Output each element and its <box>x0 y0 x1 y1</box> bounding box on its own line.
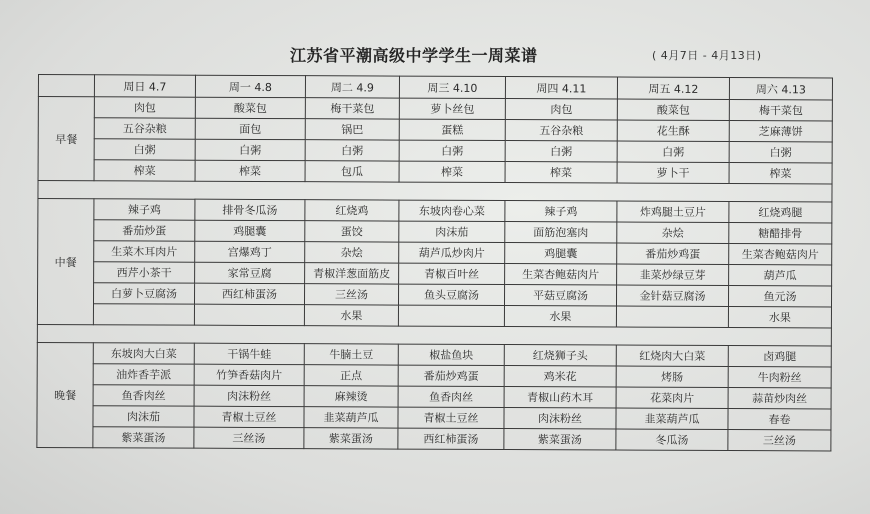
dish-cell: 水果 <box>504 306 616 327</box>
dish-cell: 榨菜 <box>195 160 305 181</box>
dish-cell: 酸菜包 <box>617 99 729 120</box>
dish-cell: 白粥 <box>399 140 505 161</box>
corner-cell <box>38 75 94 97</box>
dish-cell: 东坡肉卷心菜 <box>399 200 505 221</box>
day-header: 周一 4.8 <box>195 75 305 97</box>
dish-cell: 青椒土豆丝 <box>398 407 504 428</box>
dish-cell: 麻辣烫 <box>304 386 398 407</box>
dish-cell: 鸡腿囊 <box>505 243 617 264</box>
dish-cell: 芝麻薄饼 <box>729 121 832 142</box>
date-range: ( 4月7日 - 4月13日) <box>652 49 762 62</box>
dish-cell: 萝卜干 <box>617 162 729 183</box>
dish-cell: 花菜肉片 <box>616 387 728 408</box>
dish-cell: 烤肠 <box>616 366 728 387</box>
dish-cell: 榨菜 <box>399 161 505 182</box>
dish-cell: 糖醋排骨 <box>729 223 832 244</box>
dish-cell: 家常豆腐 <box>195 262 305 283</box>
day-header: 周五 4.12 <box>617 77 729 99</box>
dish-cell: 白粥 <box>195 139 305 160</box>
dish-cell: 榨菜 <box>94 160 195 181</box>
dish-cell: 白粥 <box>505 141 617 162</box>
dish-cell: 鱼头豆腐汤 <box>398 284 504 305</box>
dish-cell: 鸡腿囊 <box>195 220 305 241</box>
day-header: 周三 4.10 <box>399 76 505 98</box>
dish-cell: 青椒山药木耳 <box>504 387 616 408</box>
dish-cell: 卤鸡腿 <box>728 346 831 367</box>
dish-cell: 三丝汤 <box>194 427 304 448</box>
day-header: 周六 4.13 <box>729 78 832 100</box>
dish-cell: 炸鸡腿土豆片 <box>617 201 729 222</box>
dish-cell: 三丝汤 <box>304 284 398 305</box>
dish-cell <box>93 304 194 325</box>
dish-cell: 花生酥 <box>617 120 729 141</box>
dish-cell: 番茄炒鸡蛋 <box>398 365 504 386</box>
dish-cell: 鱼香肉丝 <box>93 385 194 406</box>
dish-cell: 金针菇豆腐汤 <box>616 285 728 306</box>
dish-cell: 葫芦瓜炒肉片 <box>399 242 505 263</box>
dish-cell: 红烧狮子头 <box>504 345 616 366</box>
dish-cell: 东坡肉大白菜 <box>93 343 194 364</box>
dish-cell: 五谷杂粮 <box>94 118 195 139</box>
dish-cell: 包瓜 <box>305 161 399 182</box>
dish-cell <box>194 304 304 325</box>
dish-cell: 杂烩 <box>617 222 729 243</box>
dish-cell: 肉包 <box>94 97 195 118</box>
dinner-row <box>37 426 831 450</box>
dish-cell: 葫芦瓜 <box>729 265 832 286</box>
dish-cell: 榨菜 <box>505 162 617 183</box>
dish-cell: 青椒土豆丝 <box>194 406 304 427</box>
day-header: 周日 4.7 <box>94 75 195 97</box>
dish-cell: 酸菜包 <box>195 97 305 118</box>
dish-cell: 五谷杂粮 <box>505 120 617 141</box>
dish-cell: 肉沫茄 <box>399 221 505 242</box>
day-header: 周四 4.11 <box>505 77 617 99</box>
dish-cell <box>398 305 504 326</box>
dish-cell: 紫菜蛋汤 <box>304 428 398 449</box>
dish-cell: 平菇豆腐汤 <box>504 285 616 306</box>
dish-cell: 鸡米花 <box>504 366 616 387</box>
dish-cell: 西红柿蛋汤 <box>398 428 504 449</box>
dish-cell: 肉沫粉丝 <box>194 385 304 406</box>
dish-cell: 白萝卜豆腐汤 <box>93 283 194 304</box>
dish-cell: 三丝汤 <box>728 430 831 451</box>
dish-cell: 红烧鸡 <box>305 200 399 221</box>
dish-cell: 红烧鸡腿 <box>729 202 832 223</box>
dish-cell: 杂烩 <box>305 242 399 263</box>
dish-cell: 白粥 <box>305 140 399 161</box>
dish-cell: 水果 <box>304 305 398 326</box>
dish-cell: 辣子鸡 <box>94 199 195 220</box>
dish-cell: 青椒洋葱面筋皮 <box>305 263 399 284</box>
dish-cell: 西芹小茶干 <box>94 262 195 283</box>
dish-cell: 蛋饺 <box>305 221 399 242</box>
dish-cell: 冬瓜汤 <box>616 429 728 450</box>
menu-table <box>36 74 833 451</box>
dish-cell: 排骨冬瓜汤 <box>195 199 305 220</box>
day-header: 周二 4.9 <box>305 76 399 98</box>
dish-cell: 辣子鸡 <box>505 201 617 222</box>
dish-cell: 生菜杏鲍菇肉片 <box>729 244 832 265</box>
dish-cell: 肉沫茄 <box>93 406 194 427</box>
dish-cell: 鱼元汤 <box>728 286 831 307</box>
dish-cell: 锅巴 <box>305 119 399 140</box>
dish-cell: 蒜苗炒肉丝 <box>728 388 831 409</box>
dish-cell: 番茄炒鸡蛋 <box>617 243 729 264</box>
breakfast-label: 早餐 <box>38 97 94 181</box>
lunch-label: 中餐 <box>37 199 94 325</box>
dish-cell: 韭菜葫芦瓜 <box>304 407 398 428</box>
dish-cell: 西红柿蛋汤 <box>194 283 304 304</box>
dish-cell: 红烧肉大白菜 <box>616 345 728 366</box>
dish-cell: 紫菜蛋汤 <box>93 427 194 448</box>
dish-cell: 水果 <box>728 307 831 328</box>
dish-cell: 蛋糕 <box>399 119 505 140</box>
dish-cell <box>616 306 728 327</box>
dish-cell: 白粥 <box>729 142 832 163</box>
dish-cell: 青椒百叶丝 <box>399 263 505 284</box>
dish-cell: 生菜杏鲍菇肉片 <box>505 264 617 285</box>
dish-cell: 韭菜炒绿豆芽 <box>617 264 729 285</box>
dish-cell: 生菜木耳肉片 <box>94 241 195 262</box>
dish-cell: 番茄炒蛋 <box>94 220 195 241</box>
dish-cell: 牛腩土豆 <box>304 344 398 365</box>
dish-cell: 梅干菜包 <box>305 98 399 119</box>
page-title: 江苏省平潮高级中学学生一周菜谱 <box>290 46 538 65</box>
dish-cell: 面包 <box>195 118 305 139</box>
dish-cell: 干锅牛蛙 <box>194 343 304 364</box>
dish-cell: 白粥 <box>94 139 195 160</box>
dish-cell: 春卷 <box>728 409 831 430</box>
dish-cell: 白粥 <box>617 141 729 162</box>
dish-cell: 正点 <box>304 365 398 386</box>
dish-cell: 肉沫粉丝 <box>504 408 616 429</box>
dish-cell: 面筋泡塞肉 <box>505 222 617 243</box>
dish-cell: 鱼香肉丝 <box>398 386 504 407</box>
dish-cell: 梅干菜包 <box>729 100 832 121</box>
dish-cell: 肉包 <box>505 99 617 120</box>
dish-cell: 竹笋香菇肉片 <box>194 364 304 385</box>
dish-cell: 牛肉粉丝 <box>728 367 831 388</box>
dish-cell: 宫爆鸡丁 <box>195 241 305 262</box>
dish-cell: 萝卜丝包 <box>399 98 505 119</box>
dish-cell: 紫菜蛋汤 <box>504 429 616 450</box>
dish-cell: 韭菜葫芦瓜 <box>616 408 728 429</box>
dish-cell: 油炸香芋派 <box>93 364 194 385</box>
dish-cell: 榨菜 <box>729 163 832 184</box>
dinner-label: 晚餐 <box>37 342 93 447</box>
dish-cell: 椒盐鱼块 <box>398 344 504 365</box>
